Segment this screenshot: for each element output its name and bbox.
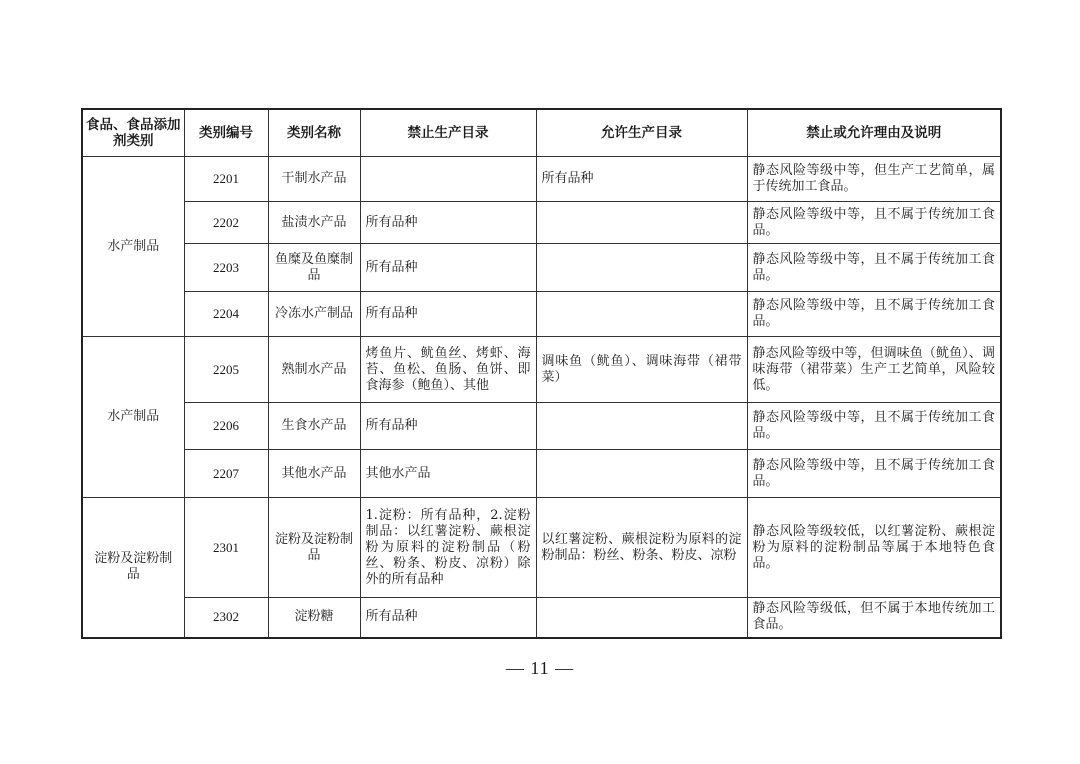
code-cell: 2302 <box>184 598 268 638</box>
allowed-cell <box>536 598 747 638</box>
category-cell: 淀粉及淀粉制品 <box>82 498 184 638</box>
forbidden-cell: 所有品种 <box>360 244 536 292</box>
reason-cell: 静态风险等级中等，但调味鱼（鱿鱼）、调味海带（裙带菜）生产工艺简单，风险较低。 <box>747 337 1001 403</box>
reason-cell: 静态风险等级中等，且不属于传统加工食品。 <box>747 292 1001 337</box>
name-cell: 淀粉及淀粉制品 <box>268 498 360 598</box>
name-cell: 盐渍水产品 <box>268 202 360 244</box>
name-cell: 冷冻水产制品 <box>268 292 360 337</box>
forbidden-cell: 其他水产品 <box>360 450 536 498</box>
category-cell: 水产制品 <box>82 337 184 498</box>
allowed-cell: 所有品种 <box>536 157 747 202</box>
name-cell: 生食水产品 <box>268 403 360 450</box>
name-cell: 淀粉糖 <box>268 598 360 638</box>
allowed-cell <box>536 202 747 244</box>
name-cell: 熟制水产品 <box>268 337 360 403</box>
table-row <box>82 202 1001 244</box>
table-row <box>82 498 1001 598</box>
allowed-cell: 调味鱼（鱿鱼）、调味海带（裙带菜） <box>536 337 747 403</box>
forbidden-cell: 所有品种 <box>360 202 536 244</box>
category-cell: 水产制品 <box>82 157 184 337</box>
code-cell: 2206 <box>184 403 268 450</box>
reason-cell: 静态风险等级低，但不属于本地传统加工食品。 <box>747 598 1001 638</box>
reason-cell: 静态风险等级中等，且不属于传统加工食品。 <box>747 202 1001 244</box>
header-name: 类别名称 <box>268 109 360 157</box>
forbidden-cell: 烤鱼片、鱿鱼丝、烤虾、海苔、鱼松、鱼肠、鱼饼、即食海参（鲍鱼）、其他 <box>360 337 536 403</box>
code-cell: 2203 <box>184 244 268 292</box>
code-cell: 2201 <box>184 157 268 202</box>
forbidden-cell: 所有品种 <box>360 598 536 638</box>
allowed-cell: 以红薯淀粉、蕨根淀粉为原料的淀粉制品：粉丝、粉条、粉皮、凉粉 <box>536 498 747 598</box>
code-cell: 2301 <box>184 498 268 598</box>
header-category: 食品、食品添加剂类别 <box>82 109 184 157</box>
header-forbidden: 禁止生产目录 <box>360 109 536 157</box>
allowed-cell <box>536 450 747 498</box>
reason-cell: 静态风险等级较低，以红薯淀粉、蕨根淀粉为原料的淀粉制品等属于本地特色食品。 <box>747 498 1001 598</box>
allowed-cell <box>536 292 747 337</box>
allowed-cell <box>536 244 747 292</box>
reason-cell: 静态风险等级中等，且不属于传统加工食品。 <box>747 450 1001 498</box>
table-row <box>82 244 1001 292</box>
code-cell: 2202 <box>184 202 268 244</box>
table-row <box>82 337 1001 403</box>
code-cell: 2204 <box>184 292 268 337</box>
name-cell: 干制水产品 <box>268 157 360 202</box>
forbidden-cell: 所有品种 <box>360 292 536 337</box>
allowed-cell <box>536 403 747 450</box>
name-cell: 其他水产品 <box>268 450 360 498</box>
forbidden-cell: 所有品种 <box>360 403 536 450</box>
table-row <box>82 403 1001 450</box>
header-row <box>82 109 1001 157</box>
reason-cell: 静态风险等级中等，但生产工艺简单，属于传统加工食品。 <box>747 157 1001 202</box>
reason-cell: 静态风险等级中等，且不属于传统加工食品。 <box>747 244 1001 292</box>
table-row <box>82 292 1001 337</box>
forbidden-cell: 1.淀粉：所有品种，2.淀粉制品：以红薯淀粉、蕨根淀粉为原料的淀粉制品（粉丝、粉条、粉皮、凉粉）除外的所有品种 <box>360 498 536 598</box>
header-code: 类别编号 <box>184 109 268 157</box>
name-cell: 鱼糜及鱼糜制品 <box>268 244 360 292</box>
table-row <box>82 157 1001 202</box>
table-row <box>82 598 1001 638</box>
code-cell: 2207 <box>184 450 268 498</box>
forbidden-cell <box>360 157 536 202</box>
page-number: — 11 — <box>505 658 575 678</box>
header-reason: 禁止或允许理由及说明 <box>747 109 1001 157</box>
catalog-table <box>81 108 1002 639</box>
code-cell: 2205 <box>184 337 268 403</box>
reason-cell: 静态风险等级中等，且不属于传统加工食品。 <box>747 403 1001 450</box>
table-row <box>82 450 1001 498</box>
header-allowed: 允许生产目录 <box>536 109 747 157</box>
